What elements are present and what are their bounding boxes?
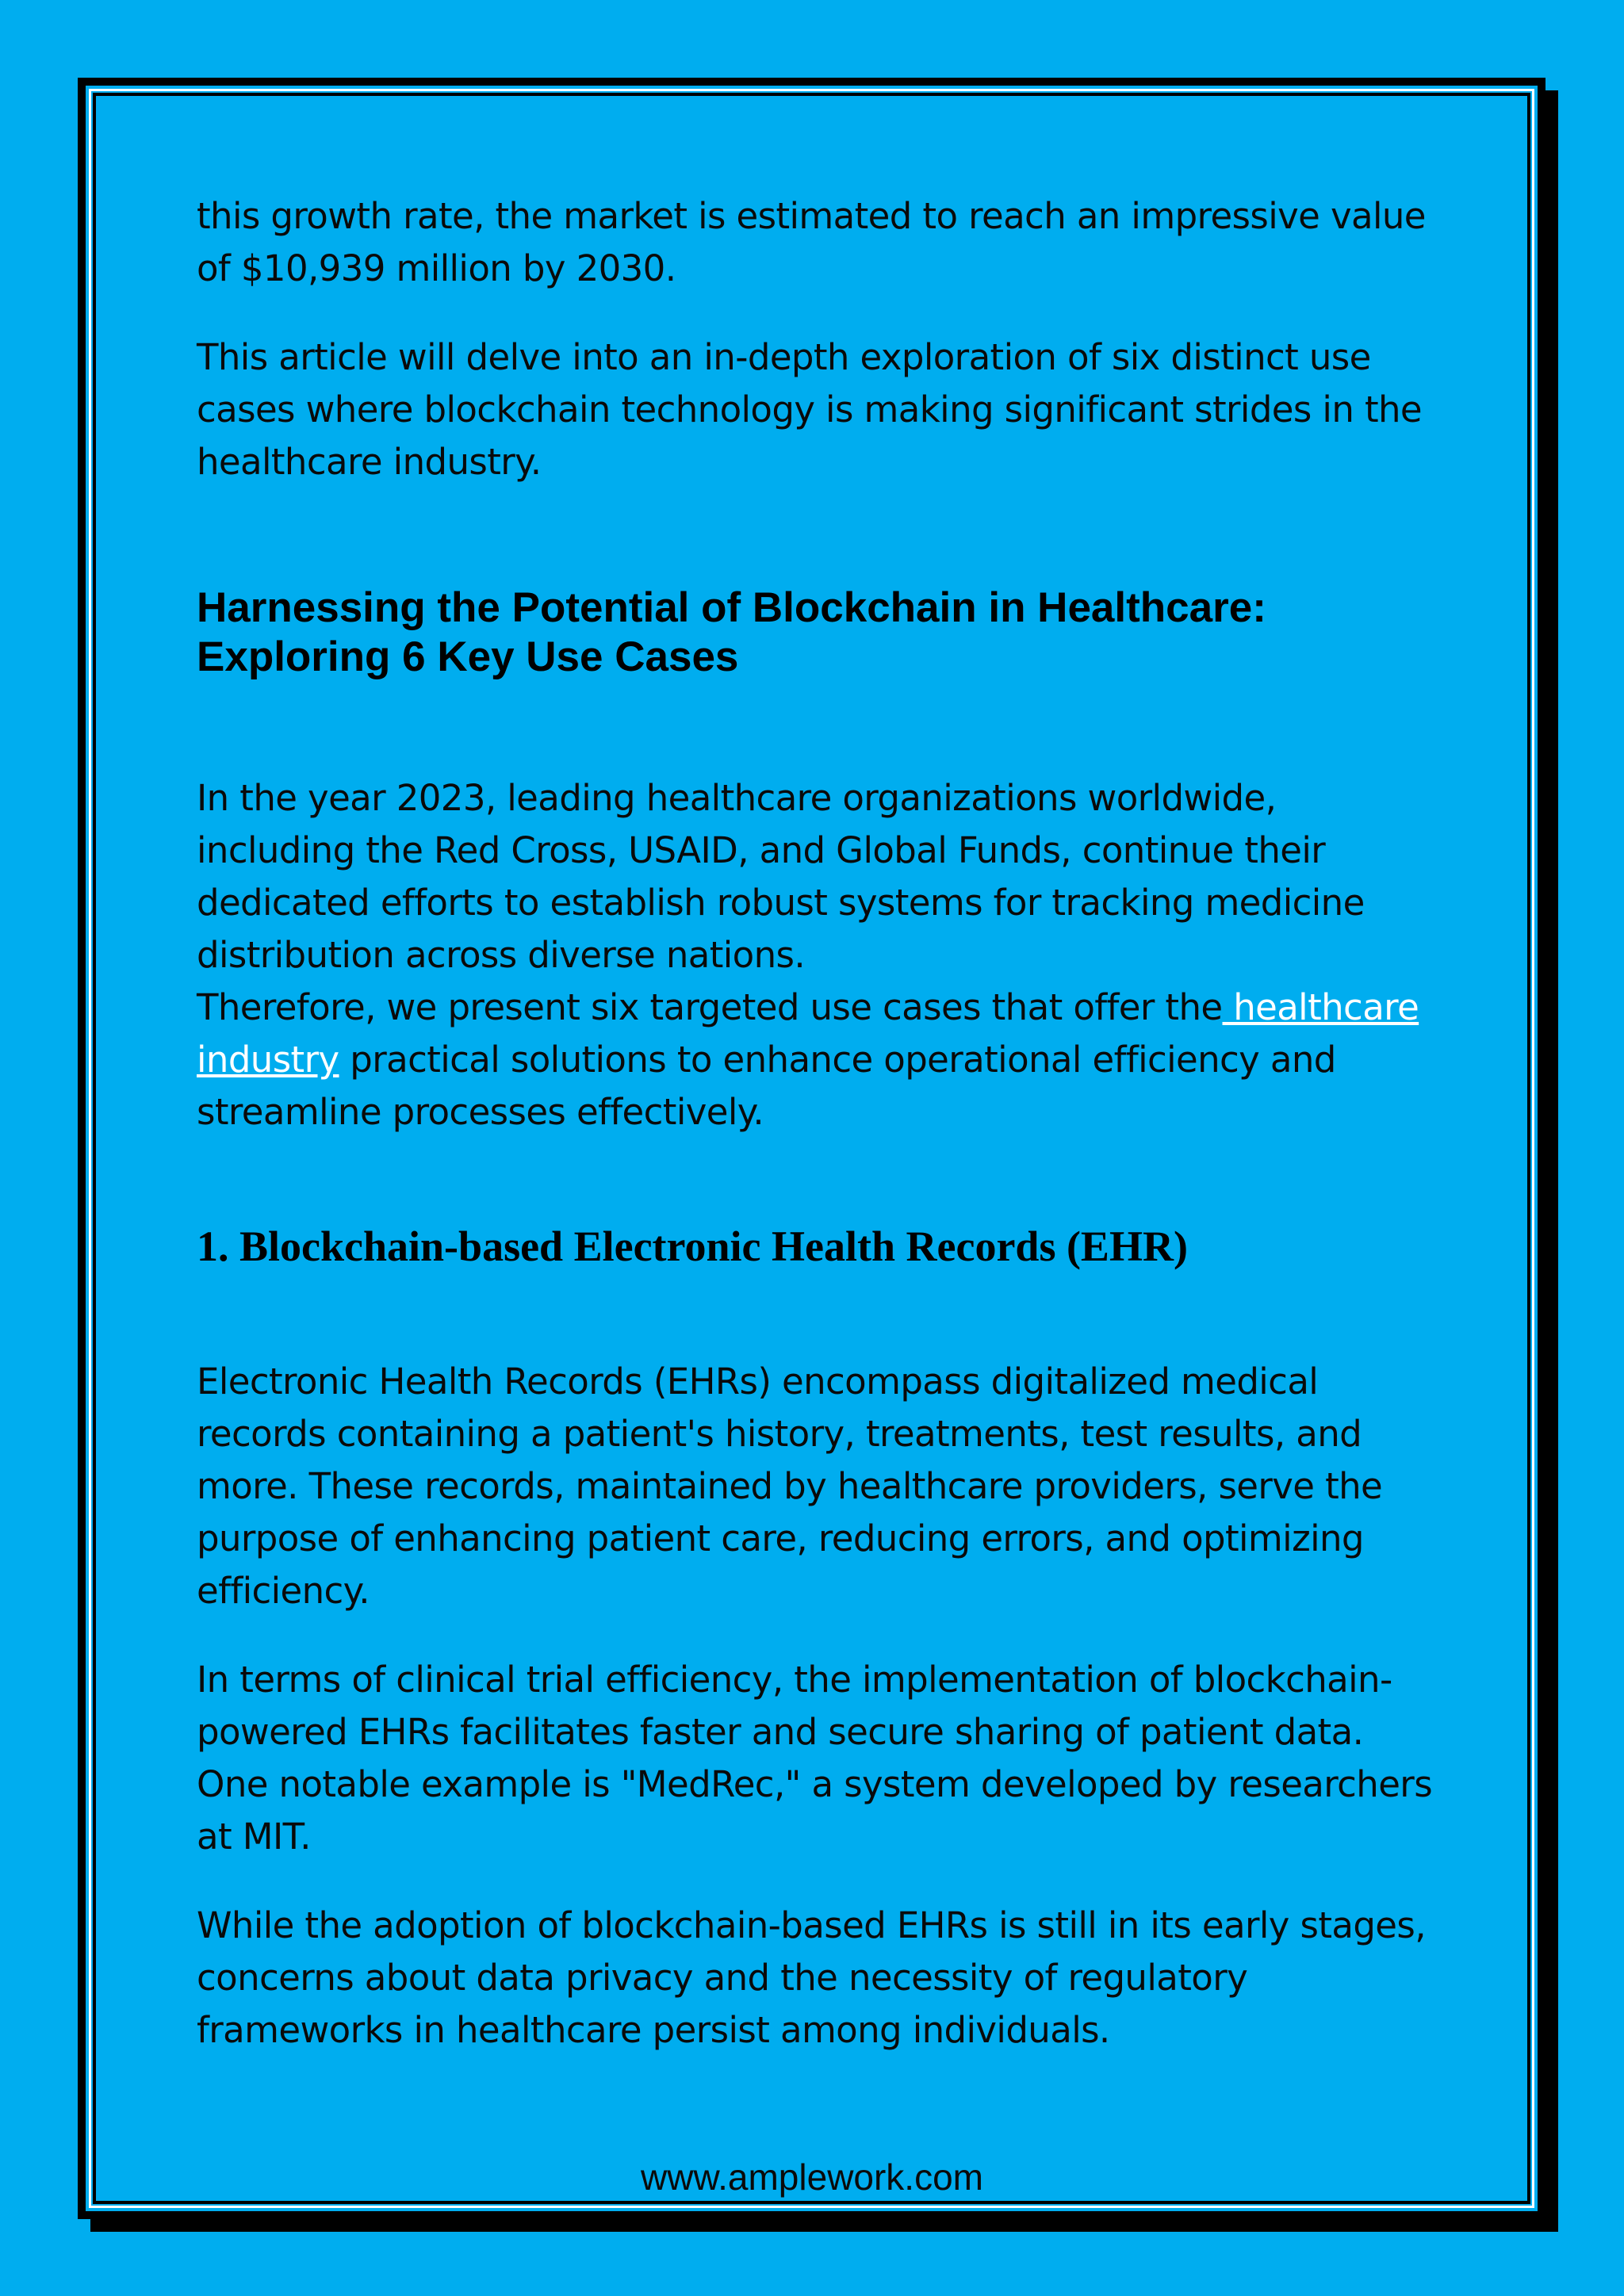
section-paragraph-2-start: Therefore, we present six targeted use cases that offer the — [197, 986, 1223, 1028]
section-paragraph-1: In the year 2023, leading healthcare organizations worldwide, including the Red Cross, USAID, and Global Funds, continue their dedicated efforts to establish robust systems for tracking medicine distribution across diverse nations. — [197, 777, 1365, 976]
intro-paragraph-2: This article will delve into an in-depth exploration of six distinct use cases where blockchain technology is making significant strides in the healthcare industry. — [197, 336, 1422, 483]
ehr-paragraph-1: Electronic Health Records (EHRs) encompass digitalized medical records containing a patient's history, treatments, test results, and more. These records, maintained by healthcare providers, serve the purpose of enhancing patient care, reducing errors, and optimizing efficiency. — [197, 1360, 1383, 1612]
intro-paragraph-1: this growth rate, the market is estimated to reach an impressive value of $10,939 million by 2030. — [197, 195, 1426, 289]
article-content — [197, 190, 1442, 2057]
healthcare-industry-link[interactable]: healthcare industry — [197, 986, 1419, 1081]
ehr-paragraph-2: In terms of clinical trial efficiency, the implementation of blockchain-powered EHRs facilitates faster and secure sharing of patient data. One notable example is "MedRec," a system developed by researchers at MIT. — [197, 1659, 1433, 1858]
section-paragraph-2-end: practical solutions to enhance operational efficiency and streamline processes effectively. — [197, 1039, 1336, 1133]
subheading-ehr: 1. Blockchain-based Electronic Health Records (EHR) — [197, 1223, 1188, 1270]
ehr-paragraph-3: While the adoption of blockchain-based EHRs is still in its early stages, concerns about data privacy and the necessity of regulatory frameworks in healthcare persist among individuals. — [197, 1904, 1426, 2051]
footer-url: www.amplework.com — [641, 2156, 983, 2198]
section-heading: Harnessing the Potential of Blockchain in Healthcare: Exploring 6 Key Use Cases — [197, 584, 1266, 680]
section-paragraph-2 — [197, 982, 1442, 1138]
